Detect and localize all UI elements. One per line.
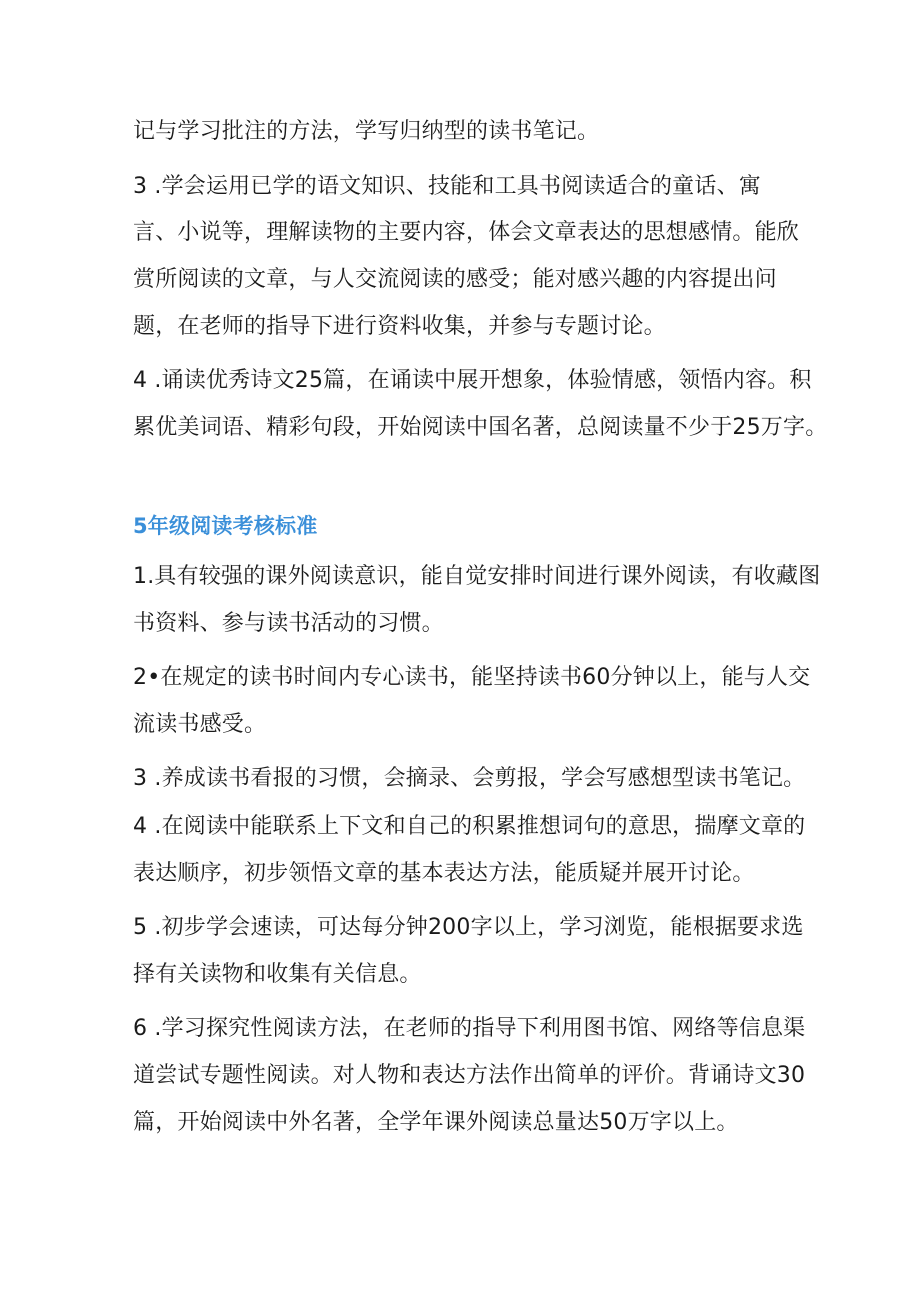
- text-line: 1.具有较强的课外阅读意识，能自觉安排时间进行课外阅读，有收藏图: [133, 564, 821, 589]
- text-line: 道尝试专题性阅读。对人物和表达方法作出简单的评价。背诵诗文30: [133, 1063, 806, 1088]
- text-line: 累优美词语、精彩句段，开始阅读中国名著，总阅读量不少于25万字。: [133, 415, 828, 440]
- text-line: 流读书感受。: [133, 712, 267, 737]
- text-line: 3 .养成读书看报的习惯，会摘录、会剪报，学会写感想型读书笔记。: [133, 766, 806, 791]
- text-line: 书资料、参与读书活动的习惯。: [133, 611, 444, 636]
- text-line: 4 .诵读优秀诗文25篇，在诵读中展开想象，体验情感，领悟内容。积: [133, 368, 812, 393]
- text-line: 择有关读物和收集有关信息。: [133, 962, 422, 987]
- text-line: 3 .学会运用已学的语文知识、技能和工具书阅读适合的童话、寓: [133, 174, 761, 199]
- text-line: 表达顺序，初步领悟文章的基本表达方法，能质疑并展开讨论。: [133, 861, 755, 886]
- section-heading: 5年级阅读考核标准: [133, 514, 318, 538]
- text-line: 5 .初步学会速读，可达每分钟200字以上，学习浏览，能根据要求选: [133, 915, 804, 940]
- text-line: 题，在老师的指导下进行资料收集，并参与专题讨论。: [133, 314, 666, 339]
- text-line: 篇，开始阅读中外名著，全学年课外阅读总量达50万字以上。: [133, 1110, 739, 1135]
- text-line: 2•在规定的读书时间内专心读书，能坚持读书60分钟以上，能与人交: [133, 665, 811, 690]
- text-line: 6 .学习探究性阅读方法，在老师的指导下利用图书馆、网络等信息渠: [133, 1016, 806, 1041]
- text-line: 言、小说等，理解读物的主要内容，体会文章表达的思想感情。能欣: [133, 220, 800, 245]
- text-line: 赏所阅读的文章，与人交流阅读的感受；能对感兴趣的内容提出问: [133, 267, 777, 292]
- text-line: 记与学习批注的方法，学写归纳型的读书笔记。: [133, 119, 600, 144]
- text-line: 4 .在阅读中能联系上下文和自己的积累推想词句的意思，揣摩文章的: [133, 814, 806, 839]
